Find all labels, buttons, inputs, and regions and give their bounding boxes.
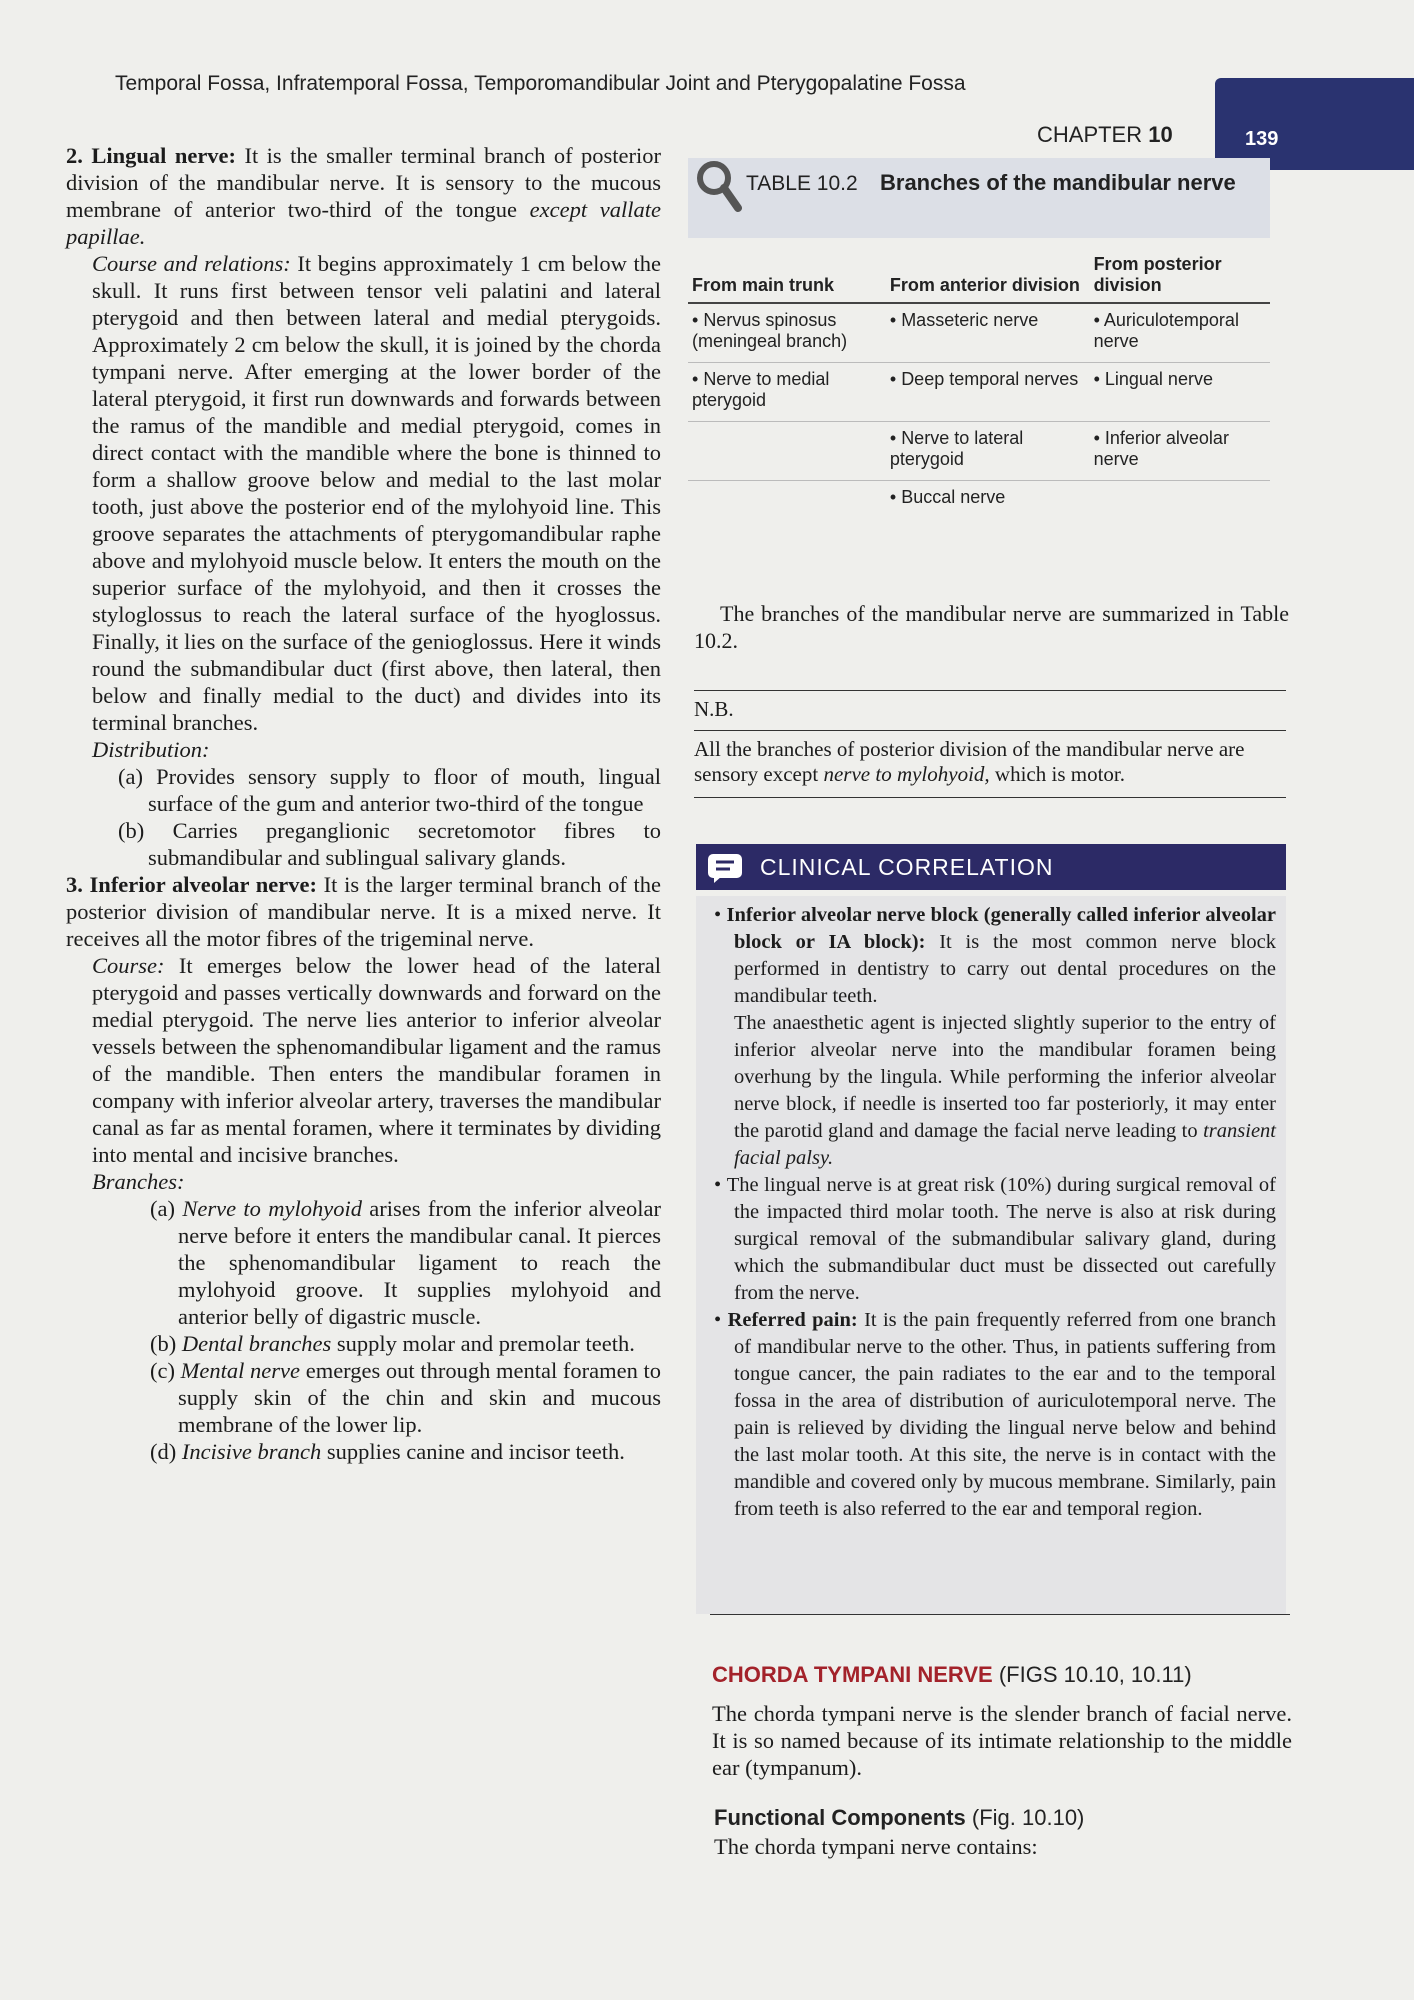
left-column xyxy=(66,142,661,1465)
page-number-tab xyxy=(1215,78,1414,170)
branch-item-d: (d) Incisive branch supplies canine and incisor teeth. xyxy=(150,1439,625,1464)
column-header: From anterior division xyxy=(886,248,1090,303)
distribution-item-a: (a) Provides sensory supply to floor of mouth, lingual surface of the gum and anterior two-third of the tongue xyxy=(118,764,661,816)
table-cell: • Nerve to medial pterygoid xyxy=(688,363,886,422)
table-title: Branches of the mandibular nerve xyxy=(880,170,1236,195)
nb-box xyxy=(694,690,1286,798)
column-header: From posterior division xyxy=(1090,248,1270,303)
branch-item-c: (c) Mental nerve emerges out through mental foramen to supply skin of the chin and skin and mucous membrane of the lower lip. xyxy=(150,1358,662,1437)
functional-components-text: The chorda tympani nerve contains: xyxy=(714,1834,1038,1859)
clinical-correlation-body xyxy=(696,896,1286,1614)
table-cell: • Deep temporal nerves xyxy=(886,363,1090,422)
distribution-item-b: (b) Carries preganglionic secretomotor fibres to submandibular and sublingual salivary glands. xyxy=(118,818,661,870)
lingual-nerve-paragraph: 2. Lingual nerve: It is the smaller terminal branch of posterior division of the mandibular nerve. It is sensory to the mucous membrane of anterior two-third of the tongue except vallate papillae. xyxy=(66,143,661,249)
table-cell: • Lingual nerve xyxy=(1090,363,1270,422)
branches-label: Branches: xyxy=(92,1169,185,1194)
table-header-row xyxy=(688,248,1270,303)
nb-text: All the branches of posterior division of the mandibular nerve are sensory except nerve to mylohyoid, which is motor. xyxy=(694,731,1286,798)
lingual-course-paragraph: Course and relations: It begins approximately 1 cm below the skull. It runs first between tensor veli palatini and lateral pterygoid and then between lateral and medial pterygoids. Approximately 2 cm below the skull, it is joined by the chorda tympani nerve. After emerging at the lower border of the lateral pterygoid, it first run downwards and forwards between the ramus of the mandible and medial pterygoid, comes in direct contact with the mandible where the bone is thinned to form a shallow groove below and medial to the last molar tooth, just above the posterior end of the mylohyoid line. This groove separates the attachments of pterygomandibular raphe above and mylohyoid muscle below. It enters the mouth on the superior surface of the mylohyoid, and then it crosses the styloglossus to reach the lateral surface of the hyoglossus. Finally, it lies on the surface of the genioglossus. Here it winds round the submandibular duct (first above, then lateral, then below and finally medial to the duct) and divides into its terminal branches. xyxy=(92,251,661,735)
table-cell xyxy=(1090,481,1270,519)
inferior-alveolar-course: Course: It emerges below the lower head of the lateral pterygoid and passes vertically downwards and forward on the medial pterygoid. The nerve lies anterior to inferior alveolar vessels between the sphenomandibular ligament and the ramus of the mandible. Then enters the mandibular foramen in company with inferior alveolar artery, traverses the mandibular canal as far as mental foramen, where it terminates by dividing into mental and incisive branches. xyxy=(92,953,661,1167)
figure-reference: (FIGS 10.10, 10.11) xyxy=(998,1662,1192,1687)
table-row xyxy=(688,363,1270,422)
figure-reference: (Fig. 10.10) xyxy=(971,1805,1085,1830)
table-row xyxy=(688,303,1270,363)
branch-item-a: (a) Nerve to mylohyoid arises from the inferior alveolar nerve before it enters the mandibular canal. It pierces the sphenomandibular ligament to reach the mylohyoid groove. It supplies mylohyoid and anterior belly of digastric muscle. xyxy=(150,1196,662,1329)
table-cell: • Inferior alveolar nerve xyxy=(1090,422,1270,481)
clinical-ia-block-detail: The anaesthetic agent is injected slightly superior to the entry of inferior alveolar nerve into the mandibular foramen being overhung by the lingula. While performing the inferior alveolar nerve block, if needle is inserted too far posteriorly, it may enter the parotid gland and damage the facial nerve leading to transient facial palsy. xyxy=(734,1012,1277,1169)
chorda-tympani-paragraph: The chorda tympani nerve is the slender branch of facial nerve. It is so named because of its intimate relationship to the middle ear (tympanum). xyxy=(712,1701,1292,1780)
table-cell: • Nervus spinosus (meningeal branch) xyxy=(688,303,886,363)
clinical-correlation-title: CLINICAL CORRELATION xyxy=(760,854,1054,880)
table-number: TABLE 10.2 xyxy=(746,172,858,195)
running-header xyxy=(115,72,1195,96)
table-summary-text: The branches of the mandibular nerve are summarized in Table 10.2. xyxy=(694,601,1289,653)
table-cell: • Buccal nerve xyxy=(889,487,1006,507)
speech-bubble-icon xyxy=(706,852,746,884)
distribution-label: Distribution: xyxy=(92,737,210,762)
clinical-correlation-header xyxy=(696,844,1286,890)
magnifier-icon xyxy=(694,158,742,214)
inferior-alveolar-paragraph: 3. Inferior alveolar nerve: It is the larger terminal branch of the posterior division of mandibular nerve. It is a mixed nerve. It receives all the motor fibres of the trigeminal nerve. xyxy=(66,872,662,951)
table-cell: • Nerve to lateral pterygoid xyxy=(886,422,1090,481)
table-cell: • Auriculotemporal nerve xyxy=(1090,303,1270,363)
branch-item-b: (b) Dental branches supply molar and premolar teeth. xyxy=(150,1331,635,1356)
table-row xyxy=(688,481,1270,519)
table-header-band xyxy=(688,158,1270,238)
table-row xyxy=(688,422,1270,481)
chorda-tympani-heading: CHORDA TYMPANI NERVE (FIGS 10.10, 10.11) xyxy=(712,1662,1192,1687)
page-number: 139 xyxy=(1245,128,1279,150)
lingual-nerve-heading: Lingual nerve: xyxy=(91,143,237,168)
clinical-bullet-referred-pain: • Referred pain: It is the pain frequently referred from one branch of mandibular nerve to the other. Thus, in patients suffering from tongue cancer, the pain radiates to the ear and to the temporal fossa in the area of distribution of auriculotemporal nerve. The pain is relieved by dividing the lingual nerve below and behind the last molar tooth. At this site, the nerve is in contact with the mandible and covered only by mucous membrane. Similarly, pain from teeth is also referred to the ear and temporal region. xyxy=(714,1309,1276,1520)
table-cell xyxy=(688,422,886,481)
table-cell: • Masseteric nerve xyxy=(886,303,1090,363)
table-cell xyxy=(688,481,886,519)
branches-table xyxy=(688,248,1270,518)
inferior-alveolar-heading: Inferior alveolar nerve: xyxy=(89,872,317,897)
column-header: From main trunk xyxy=(688,248,886,303)
clinical-bullet-lingual-risk: • The lingual nerve is at great risk (10%) during surgical removal of the impacted third molar tooth. The nerve is also at risk during surgical removal of the submandibular salivary gland, during which the submandibular duct must be dissected out carefully from the nerve. xyxy=(714,1174,1276,1304)
table-10-2 xyxy=(688,158,1270,518)
functional-components-heading: Functional Components (Fig. 10.10) xyxy=(714,1805,1085,1830)
nb-label: N.B. xyxy=(694,690,1286,731)
divider xyxy=(710,1614,1290,1615)
chapter-label: CHAPTER 10 xyxy=(1037,122,1173,147)
clinical-bullet-ia-block: • Inferior alveolar nerve block (generally called inferior alveolar block or IA block): It is the most common nerve block performed in dentistry to carry out dental procedures on the mandibular teeth. xyxy=(714,904,1276,1007)
running-title: Temporal Fossa, Infratemporal Fossa, Temporomandibular Joint and Pterygopalatine Fossa xyxy=(115,72,966,95)
chapter-number: 10 xyxy=(1148,122,1173,147)
